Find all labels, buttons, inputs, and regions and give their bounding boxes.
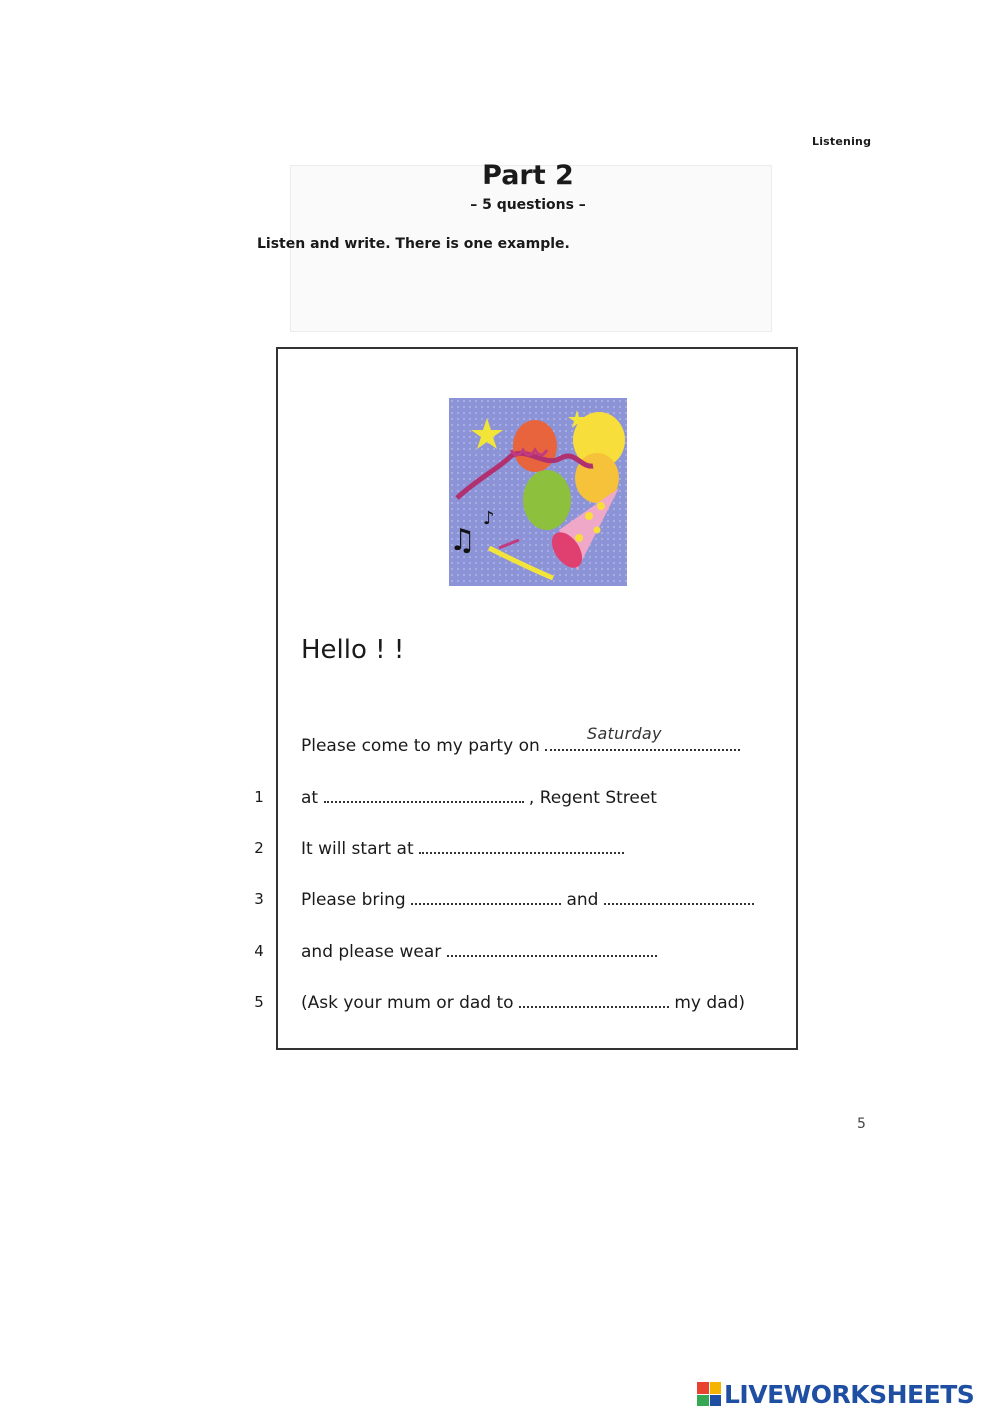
- section-label: Listening: [812, 135, 872, 148]
- question-line-3: Please bring and: [301, 889, 754, 910]
- answer-blank-4[interactable]: [447, 941, 657, 957]
- party-illustration: [449, 398, 627, 586]
- question-line-5: (Ask your mum or dad to my dad): [301, 993, 746, 1013]
- page-number: 5: [857, 1116, 866, 1132]
- question-number-2: 2: [254, 839, 264, 857]
- question-line-2: It will start at: [301, 838, 624, 859]
- page-title: Part 2: [482, 160, 574, 191]
- question-line-4: and please wear: [301, 941, 657, 962]
- example-text: Please come to my party on: [301, 736, 540, 756]
- example-line: [301, 735, 740, 756]
- question-line-1: at , Regent Street: [301, 788, 657, 808]
- svg-text:♪: ♪: [483, 508, 495, 529]
- invitation-card: [276, 347, 798, 1050]
- question-number-5: 5: [254, 993, 264, 1011]
- greeting: Hello ! !: [301, 635, 405, 665]
- brand-name: LIVEWORKSHEETS: [724, 1379, 975, 1409]
- instruction-text: Listen and write. There is one example.: [257, 236, 570, 252]
- page-subtitle: – 5 questions –: [470, 197, 586, 213]
- liveworksheets-brand[interactable]: [697, 1378, 974, 1410]
- answer-blank-1[interactable]: [324, 787, 524, 803]
- answer-blank-3a[interactable]: [411, 889, 561, 905]
- svg-text:♫: ♫: [449, 523, 476, 558]
- liveworksheets-logo-icon: [697, 1382, 721, 1406]
- answer-blank-2[interactable]: [419, 838, 624, 854]
- answer-blank-3b[interactable]: [604, 889, 754, 905]
- example-answer: Saturday: [587, 724, 662, 743]
- question-number-4: 4: [254, 942, 264, 960]
- answer-blank-5[interactable]: [519, 992, 669, 1008]
- question-number-3: 3: [254, 890, 264, 908]
- question-number-1: 1: [254, 788, 264, 806]
